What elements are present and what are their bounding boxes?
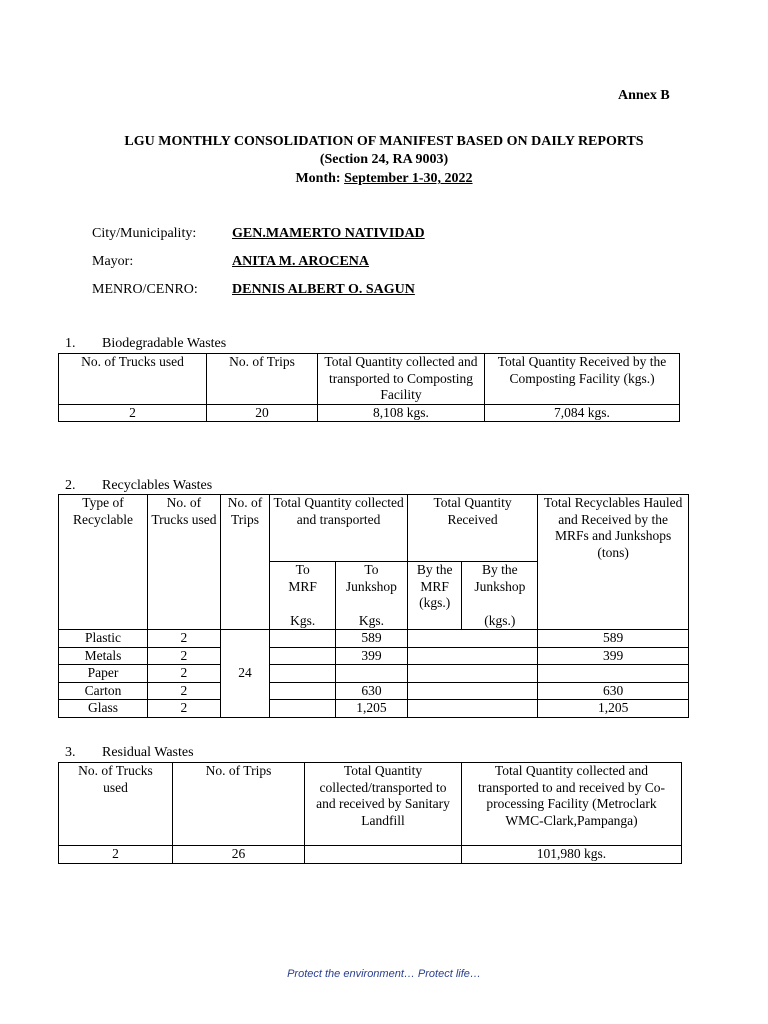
section-number: 1. <box>65 336 76 351</box>
month-line <box>0 171 768 187</box>
subheader-to-junkshop-label: To Junkshop <box>345 562 397 594</box>
section-number: 3. <box>65 745 76 760</box>
cell-to-junkshop: 630 <box>336 682 408 700</box>
table-row <box>59 404 680 422</box>
annex-label: Annex B <box>618 88 670 103</box>
header-cell <box>305 763 462 846</box>
cell-to-junkshop: 1,205 <box>336 700 408 718</box>
subheader-by-junkshop <box>462 562 538 630</box>
header-cell: Total Quantity Received by the Composting Facility (kgs.) <box>485 354 680 405</box>
subheader-to-junkshop-unit: Kgs. <box>358 612 385 628</box>
cell-received <box>407 665 537 683</box>
table-header-row <box>59 495 689 562</box>
cell-received <box>407 630 537 648</box>
city-label: City/Municipality: <box>92 226 197 241</box>
subheader-to-mrf-label: To MRF <box>288 562 317 594</box>
subheader-to-mrf-unit: Kgs. <box>290 612 316 628</box>
cell-trucks: 2 <box>147 665 220 683</box>
month-label: Month: <box>295 171 341 186</box>
cell-trucks: 2 <box>59 404 207 422</box>
mayor-value: ANITA M. AROCENA <box>232 254 370 269</box>
cell-trucks: 2 <box>147 630 220 648</box>
header-hauled: Total Recyclables Hauled and Received by the MRFs and Junkshops (tons) <box>538 495 689 630</box>
table-row <box>59 682 689 700</box>
cell-received <box>407 682 537 700</box>
header-cell: No. of Trips <box>207 354 318 405</box>
cell-trips: 20 <box>207 404 318 422</box>
cell-type: Metals <box>59 647 148 665</box>
document-title: LGU MONTHLY CONSOLIDATION OF MANIFEST BASED ON DAILY REPORTS <box>124 134 644 149</box>
section-residual-heading <box>65 745 365 763</box>
cell-trips: 24 <box>220 630 270 718</box>
section-number: 2. <box>65 478 76 493</box>
section-label: Biodegradable Wastes <box>102 336 227 351</box>
cell-trucks: 2 <box>147 647 220 665</box>
cell-type: Carton <box>59 682 148 700</box>
cell-to-junkshop <box>336 665 408 683</box>
header-cell: Total Quantity collected and transported to Composting Facility <box>318 354 485 405</box>
cell-trucks: 2 <box>147 682 220 700</box>
subheader-by-mrf-label: By the MRF (kgs.) <box>416 562 453 610</box>
header-trips: No. of Trips <box>220 495 270 630</box>
header-trucks-label: No. of Trucks used <box>78 763 153 795</box>
cell-collected: 8,108 kgs. <box>318 404 485 422</box>
table-row <box>59 647 689 665</box>
cell-to-junkshop: 399 <box>336 647 408 665</box>
header-cell <box>59 763 173 846</box>
cell-landfill <box>305 846 462 864</box>
header-coprocessing-label: Total Quantity collected and transported to and received by Co-processing Facility (Metroclark WMC-Clark,Pampanga) <box>477 763 666 828</box>
cell-hauled: 589 <box>538 630 689 648</box>
header-landfill-label: Total Quantity collected/transported to and received by Sanitary Landfill <box>316 763 450 828</box>
header-received: Total Quantity Received <box>407 495 537 562</box>
cell-hauled: 1,205 <box>538 700 689 718</box>
table-row <box>59 630 689 648</box>
month-value: September 1-30, 2022 <box>344 171 473 186</box>
header-type: Type of Recyclable <box>59 495 148 630</box>
cell-type: Paper <box>59 665 148 683</box>
cell-trips: 26 <box>173 846 305 864</box>
header-trucks: No. of Trucks used <box>147 495 220 630</box>
biodegradable-table <box>58 353 680 422</box>
cell-received <box>407 647 537 665</box>
cell-to-junkshop: 589 <box>336 630 408 648</box>
cell-hauled: 630 <box>538 682 689 700</box>
table-header-row <box>59 763 682 846</box>
subheader-by-mrf <box>407 562 462 630</box>
city-value: GEN.MAMERTO NATIVIDAD <box>232 226 425 241</box>
menro-label: MENRO/CENRO: <box>92 282 198 297</box>
section-biodegradable-heading <box>65 336 365 354</box>
section-label: Recyclables Wastes <box>102 478 213 493</box>
menro-value: DENNIS ALBERT O. SAGUN <box>232 282 415 297</box>
cell-to-mrf <box>270 630 336 648</box>
subheader-by-junkshop-unit: (kgs.) <box>484 612 516 628</box>
cell-type: Plastic <box>59 630 148 648</box>
cell-to-mrf <box>270 682 336 700</box>
cell-trucks: 2 <box>59 846 173 864</box>
subheader-to-mrf <box>270 562 336 630</box>
cell-received: 7,084 kgs. <box>485 404 680 422</box>
cell-coprocessing: 101,980 kgs. <box>462 846 682 864</box>
document-subtitle: (Section 24, RA 9003) <box>319 152 449 167</box>
cell-type: Glass <box>59 700 148 718</box>
table-row <box>59 665 689 683</box>
subheader-by-junkshop-label: By the Junkshop <box>474 562 526 594</box>
header-cell: No. of Trucks used <box>59 354 207 405</box>
header-collected: Total Quantity collected and transported <box>270 495 408 562</box>
section-label: Residual Wastes <box>102 745 194 760</box>
footer-slogan: Protect the environment… Protect life… <box>287 968 481 980</box>
mayor-label: Mayor: <box>92 254 134 269</box>
cell-to-mrf <box>270 700 336 718</box>
cell-trucks: 2 <box>147 700 220 718</box>
header-cell: No. of Trips <box>173 763 305 846</box>
table-row <box>59 846 682 864</box>
cell-hauled: 399 <box>538 647 689 665</box>
cell-received <box>407 700 537 718</box>
table-header-row <box>59 354 680 405</box>
recyclables-table <box>58 494 689 718</box>
header-cell <box>462 763 682 846</box>
cell-to-mrf <box>270 665 336 683</box>
table-row <box>59 700 689 718</box>
cell-to-mrf <box>270 647 336 665</box>
subheader-to-junkshop <box>336 562 408 630</box>
cell-hauled <box>538 665 689 683</box>
residual-table <box>58 762 682 864</box>
